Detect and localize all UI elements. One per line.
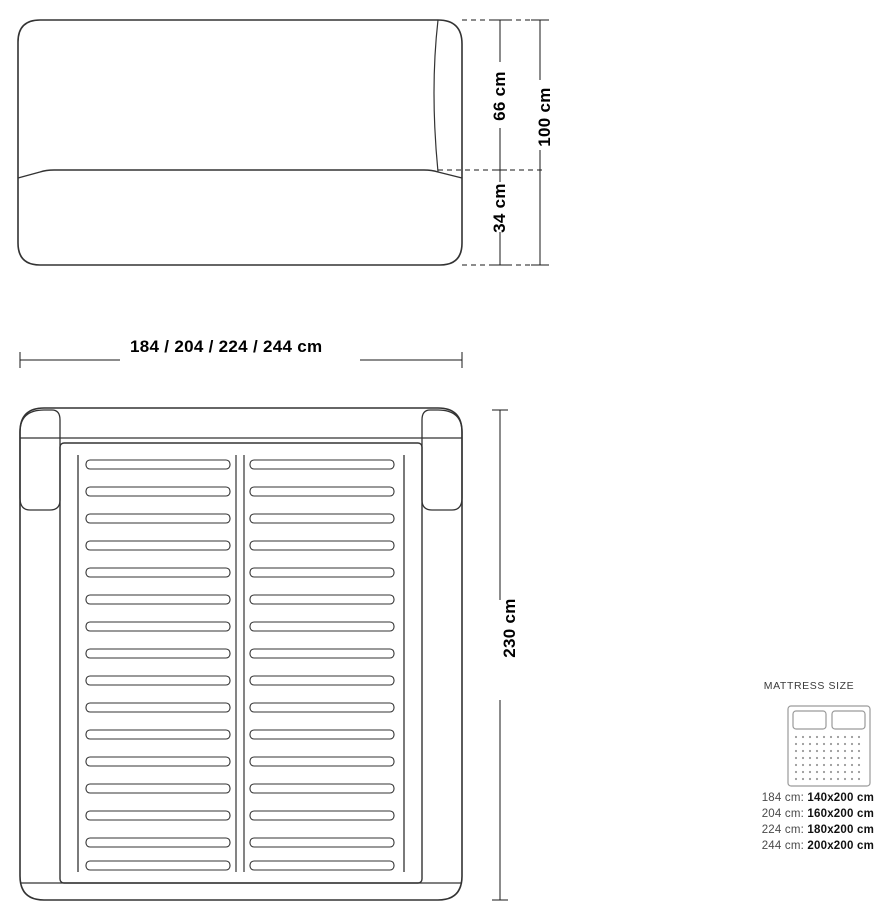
mattress-size-title: MATTRESS SIZE: [763, 680, 855, 692]
mattress-size-row: [744, 824, 874, 836]
mattress-size-row: [744, 792, 874, 804]
mattress-size-value: 200x200 cm: [807, 840, 874, 852]
mattress-size-row: [744, 840, 874, 852]
mattress-size-row: [744, 808, 874, 820]
mattress-icon-slot: [768, 698, 850, 778]
dimension-label-height-total: 100 cm: [535, 87, 554, 147]
mattress-size-value: 160x200 cm: [807, 808, 874, 820]
mattress-frame-width: 244 cm:: [761, 840, 804, 852]
mattress-size-value: 180x200 cm: [807, 824, 874, 836]
dimension-label-height-lower: 34 cm: [490, 183, 509, 233]
side-elevation-view: [18, 20, 462, 265]
mattress-frame-width: 204 cm:: [761, 808, 804, 820]
mattress-frame-width: 184 cm:: [761, 792, 804, 804]
mattress-size-panel: [744, 680, 874, 856]
dimension-label-height-upper: 66 cm: [490, 71, 509, 121]
dimension-label-length-total: 230 cm: [500, 598, 519, 658]
dimension-label-width-options: 184 / 204 / 224 / 244 cm: [130, 337, 323, 356]
slat-group: [86, 460, 394, 870]
mattress-frame-width: 224 cm:: [761, 824, 804, 836]
mattress-size-value: 140x200 cm: [807, 792, 874, 804]
